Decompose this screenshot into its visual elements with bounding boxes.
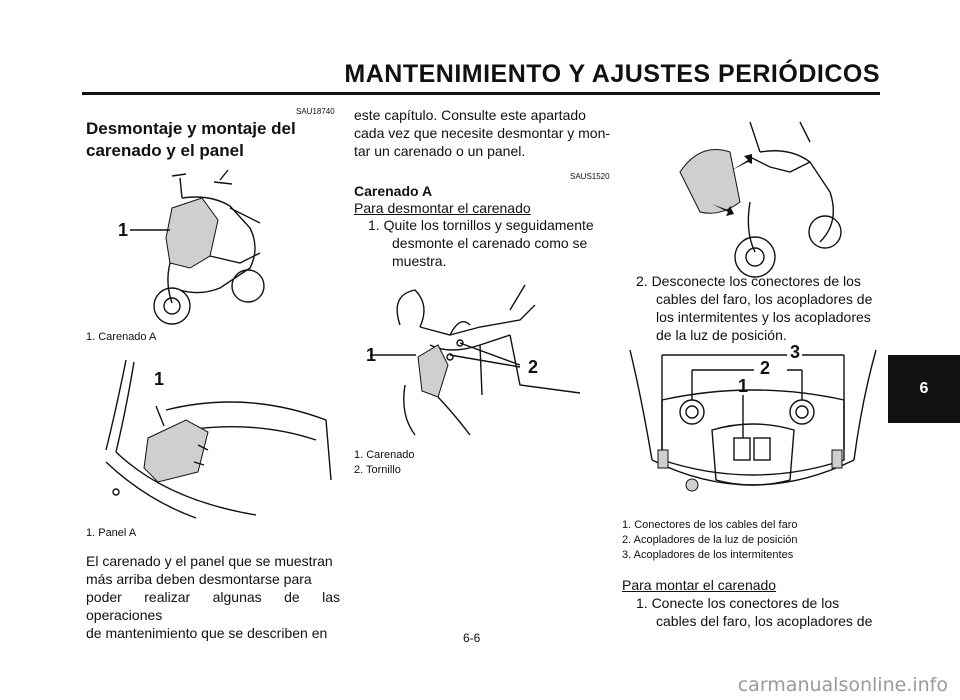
fig4-label-2: 2: [760, 358, 771, 378]
remove-step-1: [368, 216, 613, 270]
fig4-caption-3: 3. Acopladores de los intermitentes: [622, 549, 794, 561]
fig3-label-1: 1: [366, 345, 377, 365]
col2-body-line: cada vez que necesite desmontar y mon-: [354, 125, 611, 141]
install-step-1-line: 1. Conecte los conectores de los: [636, 595, 840, 611]
fig2-label: 1: [154, 369, 165, 389]
remove-step-2-line: cables del faro, los acopladores de: [656, 291, 873, 307]
fig4-label-1: 1: [738, 376, 749, 396]
section-heading-line-2: carenado y el panel: [86, 141, 244, 160]
page-header-title: MANTENIMIENTO Y AJUSTES PERIÓDICOS: [344, 60, 880, 88]
section-heading: [86, 118, 296, 162]
fig4-label-3: 3: [790, 342, 801, 362]
chapter-tab[interactable]: 6: [888, 355, 960, 423]
remove-step-2: [636, 272, 881, 344]
fig1-caption: 1. Carenado A: [86, 331, 157, 343]
remove-step-2-line: los intermitentes y los acopladores: [656, 309, 871, 325]
fig1-label: 1: [118, 220, 129, 240]
fig3-caption-1: 1. Carenado: [354, 449, 415, 461]
col1-body-text: [86, 552, 340, 642]
remove-step-1-line: muestra.: [392, 253, 447, 269]
col1-body-line: El carenado y el panel que se muestran: [86, 553, 333, 569]
subsection-heading: Carenado A: [354, 183, 433, 199]
page-number: 6-6: [463, 631, 481, 645]
fig3-captions: [354, 448, 415, 478]
col2-body-line: este capítulo. Consulte este apartado: [354, 107, 586, 123]
fairing-screws-illustration: [360, 265, 590, 440]
subsection-code: SAUS1520: [570, 172, 610, 181]
section-heading-line-1: Desmontaje y montaje del: [86, 119, 296, 138]
install-step-1: [636, 594, 881, 630]
remove-step-2-line: 2. Desconecte los conectores de los: [636, 273, 861, 289]
install-procedure-title: Para montar el carenado: [622, 577, 777, 593]
remove-step-1-line: desmonte el carenado como se: [392, 235, 588, 251]
scooter-fairing-illustration: [110, 168, 280, 328]
panel-compartment-illustration: [86, 350, 341, 520]
col1-body-line: más arriba deben desmontarse para: [86, 571, 312, 587]
fig2-caption: 1. Panel A: [86, 527, 137, 539]
col1-body-line: poder realizar algunas de las operaciones: [86, 589, 340, 623]
remove-step-2-line: de la luz de posición.: [656, 327, 787, 343]
fig4-caption-2: 2. Acopladores de la luz de posición: [622, 534, 798, 546]
fig3-label-2: 2: [528, 357, 539, 377]
fig4-captions: [622, 518, 798, 563]
install-step-1-line: cables del faro, los acopladores de: [656, 613, 873, 629]
fairing-removal-illustration: [660, 112, 850, 282]
header-rule: [82, 92, 880, 95]
fig4-caption-1: 1. Conectores de los cables del faro: [622, 519, 798, 531]
col2-body-text: [354, 106, 612, 160]
watermark-text: carmanualsonline.info: [737, 674, 948, 696]
connectors-illustration: [622, 340, 884, 515]
col1-body-line: de mantenimiento que se describen en: [86, 625, 328, 641]
remove-step-1-line: 1. Quite los tornillos y seguidamente: [368, 217, 594, 233]
col2-body-line: tar un carenado o un panel.: [354, 143, 526, 159]
fig3-caption-2: 2. Tornillo: [354, 464, 401, 476]
section-code: SAU18740: [296, 107, 335, 116]
remove-procedure-title: Para desmontar el carenado: [354, 200, 531, 216]
